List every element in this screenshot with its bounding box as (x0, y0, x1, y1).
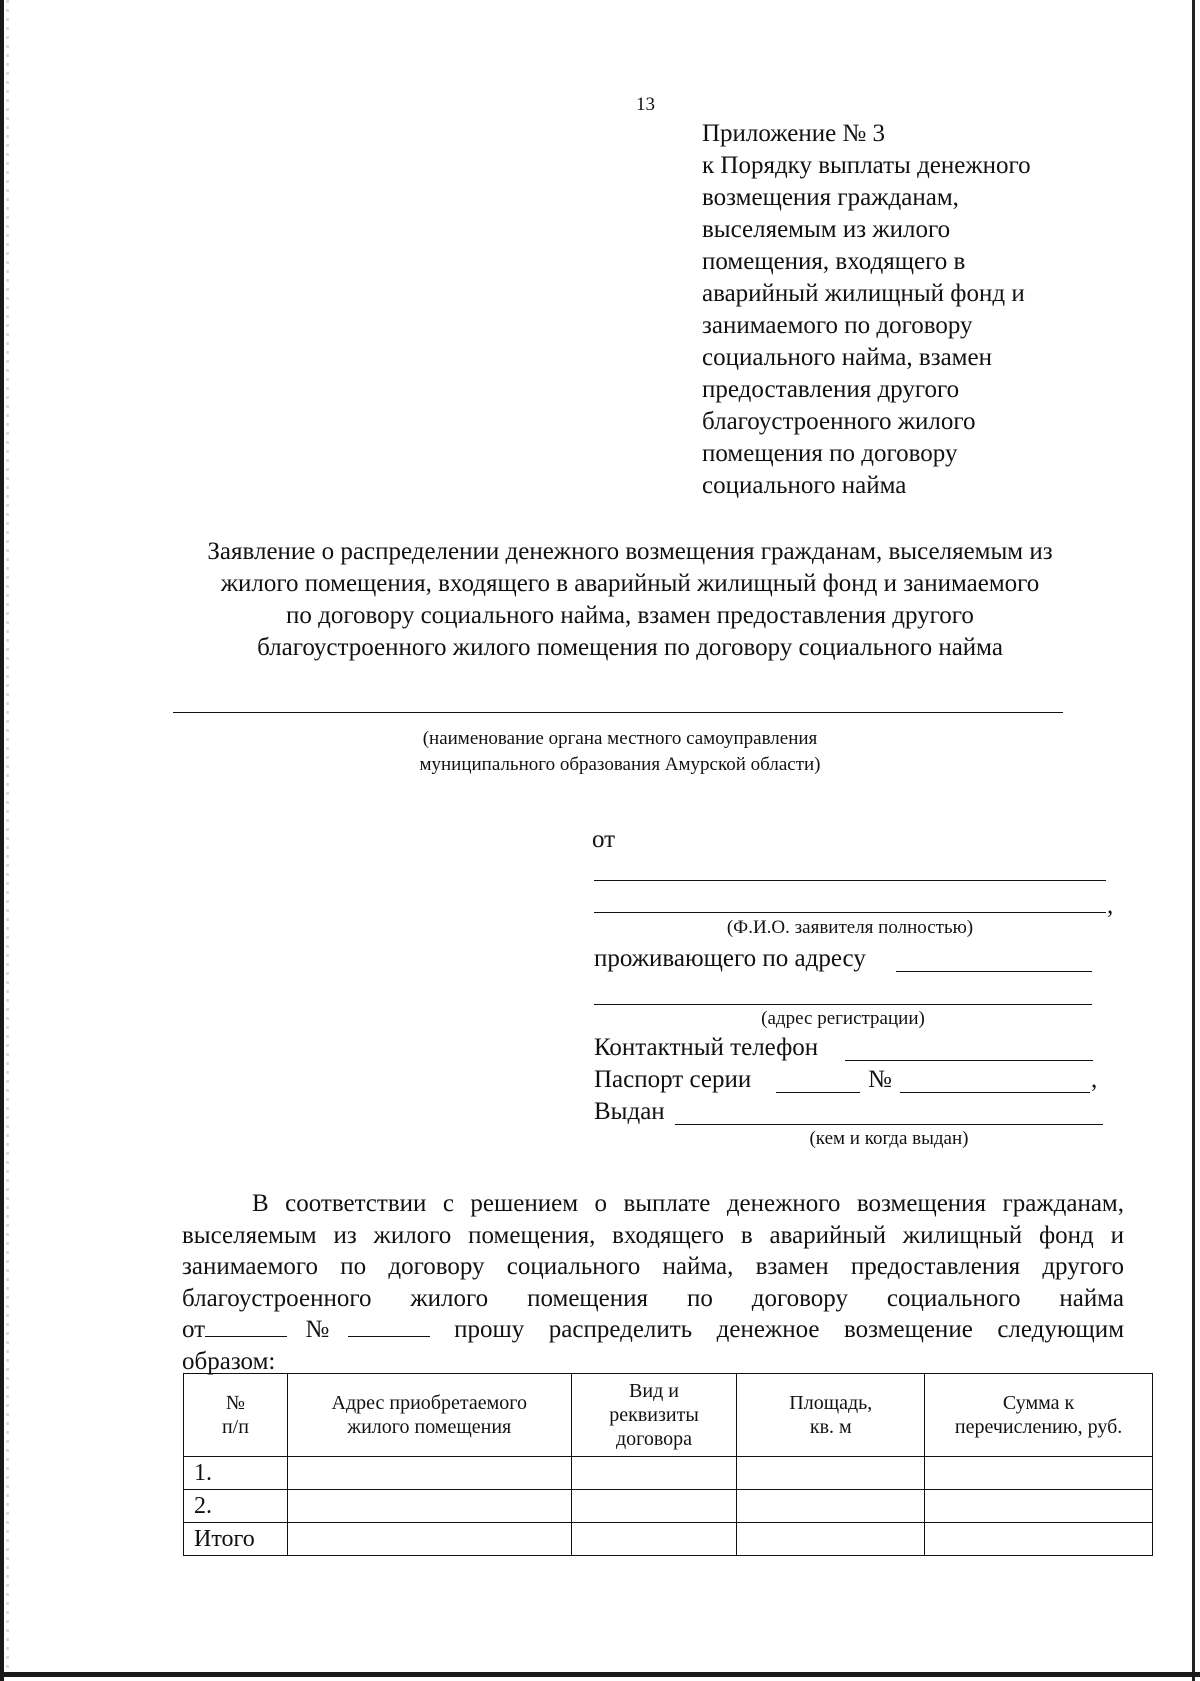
title-line: Заявление о распределении денежного возмещения гражданам, выселяемым из (207, 538, 1053, 565)
document-title (150, 536, 1110, 664)
fio-line-2 (594, 912, 1106, 913)
header-cell-area: Площадь, кв. м (737, 1374, 925, 1457)
request-text: прошу распределить денежное возмещение следующим (454, 1316, 1125, 1343)
appendix-line: аварийный жилищный фонд и (702, 280, 1025, 307)
passport-comma: , (1091, 1066, 1098, 1093)
area-cell[interactable] (737, 1490, 925, 1523)
appendix-line: занимаемого по договору (702, 312, 973, 339)
from-label: от (592, 826, 616, 853)
paragraph-line: занимаемого по договору социального найма, взамен предоставления другого (182, 1253, 1124, 1280)
table-row (184, 1457, 1153, 1490)
address-caption: (адрес регистрации) (761, 1008, 925, 1029)
area-cell[interactable] (737, 1457, 925, 1490)
page-number: 13 (636, 94, 655, 115)
appendix-line: выселяемым из жилого (702, 216, 951, 243)
address-label: проживающего по адресу (594, 945, 866, 972)
paragraph-line (182, 1314, 1124, 1346)
scan-border-bottom (0, 1672, 1200, 1677)
table-header-row (184, 1374, 1153, 1457)
amount-cell[interactable] (925, 1457, 1153, 1490)
contract-cell[interactable] (571, 1523, 737, 1556)
appendix-line: к Порядку выплаты денежного (702, 152, 1031, 179)
paragraph-line: выселяемым из жилого помещения, входящего в аварийный жилищный фонд и (182, 1221, 1124, 1249)
row-number-cell: 1. (184, 1457, 288, 1490)
passport-number-line (900, 1092, 1090, 1093)
appendix-line: социального найма, взамен (702, 344, 992, 371)
paragraph-line: образом: (182, 1347, 276, 1375)
date-blank (205, 1314, 287, 1337)
request-paragraph (182, 1188, 1124, 1377)
fio-caption: (Ф.И.О. заявителя полностью) (726, 917, 974, 938)
total-label-cell: Итого (184, 1523, 288, 1556)
authority-name-line (173, 712, 1063, 713)
from-word: от (182, 1316, 206, 1343)
authority-caption (300, 726, 940, 778)
appendix-line: благоустроенного жилого (702, 408, 976, 435)
amount-cell[interactable] (925, 1490, 1153, 1523)
authority-caption-line: (наименование органа местного самоуправления (422, 728, 818, 749)
appendix-line: социального найма (702, 472, 907, 499)
table-row (184, 1523, 1153, 1556)
number-sign: № (287, 1316, 348, 1343)
passport-series-line (776, 1092, 860, 1093)
scan-border-left (0, 0, 4, 1681)
title-line: благоустроенного жилого помещения по договору социального найма (257, 634, 1003, 661)
header-cell-contract: Вид и реквизиты договора (571, 1374, 737, 1457)
header-cell-amount: Сумма к перечислению, руб. (925, 1374, 1153, 1457)
fio-line-1 (594, 880, 1106, 881)
scan-noise (6, 0, 9, 1681)
header-cell-address: Адрес приобретаемого жилого помещения (287, 1374, 571, 1457)
title-line: жилого помещения, входящего в аварийный жилищный фонд и занимаемого (220, 570, 1040, 597)
distribution-table (183, 1373, 1153, 1556)
appendix-heading (702, 118, 1142, 502)
header-cell-number: № п/п (184, 1374, 288, 1457)
phone-line (845, 1060, 1093, 1061)
issued-line (675, 1124, 1103, 1125)
paragraph-line: В соответствии с решением о выплате денежного возмещения гражданам, (252, 1190, 1124, 1217)
issued-caption: (кем и когда выдан) (809, 1128, 969, 1149)
address-cell[interactable] (287, 1457, 571, 1490)
address-cell[interactable] (287, 1490, 571, 1523)
title-line: по договору социального найма, взамен предоставления другого (286, 602, 974, 629)
passport-label: Паспорт серии (594, 1066, 752, 1093)
appendix-line: помещения, входящего в (702, 248, 966, 275)
area-cell[interactable] (737, 1523, 925, 1556)
appendix-line: возмещения гражданам, (702, 184, 959, 211)
table-row (184, 1490, 1153, 1523)
appendix-line: предоставления другого (702, 376, 960, 403)
fio-comma: , (1107, 892, 1114, 919)
phone-label: Контактный телефон (594, 1034, 819, 1061)
authority-caption-line: муниципального образования Амурской области) (419, 754, 821, 775)
address-line-2 (594, 1004, 1092, 1005)
contract-cell[interactable] (571, 1457, 737, 1490)
number-blank (348, 1314, 430, 1337)
address-line-1 (896, 971, 1092, 972)
contract-cell[interactable] (571, 1490, 737, 1523)
passport-number-label: № (868, 1066, 892, 1093)
row-number-cell: 2. (184, 1490, 288, 1523)
amount-cell[interactable] (925, 1523, 1153, 1556)
scan-border-right (1192, 0, 1195, 1681)
appendix-line: Приложение № 3 (702, 120, 886, 147)
issued-label: Выдан (594, 1098, 665, 1125)
address-cell[interactable] (287, 1523, 571, 1556)
paragraph-line: благоустроенного жилого помещения по договору социального найма (182, 1284, 1124, 1312)
appendix-line: помещения по договору (702, 440, 958, 467)
